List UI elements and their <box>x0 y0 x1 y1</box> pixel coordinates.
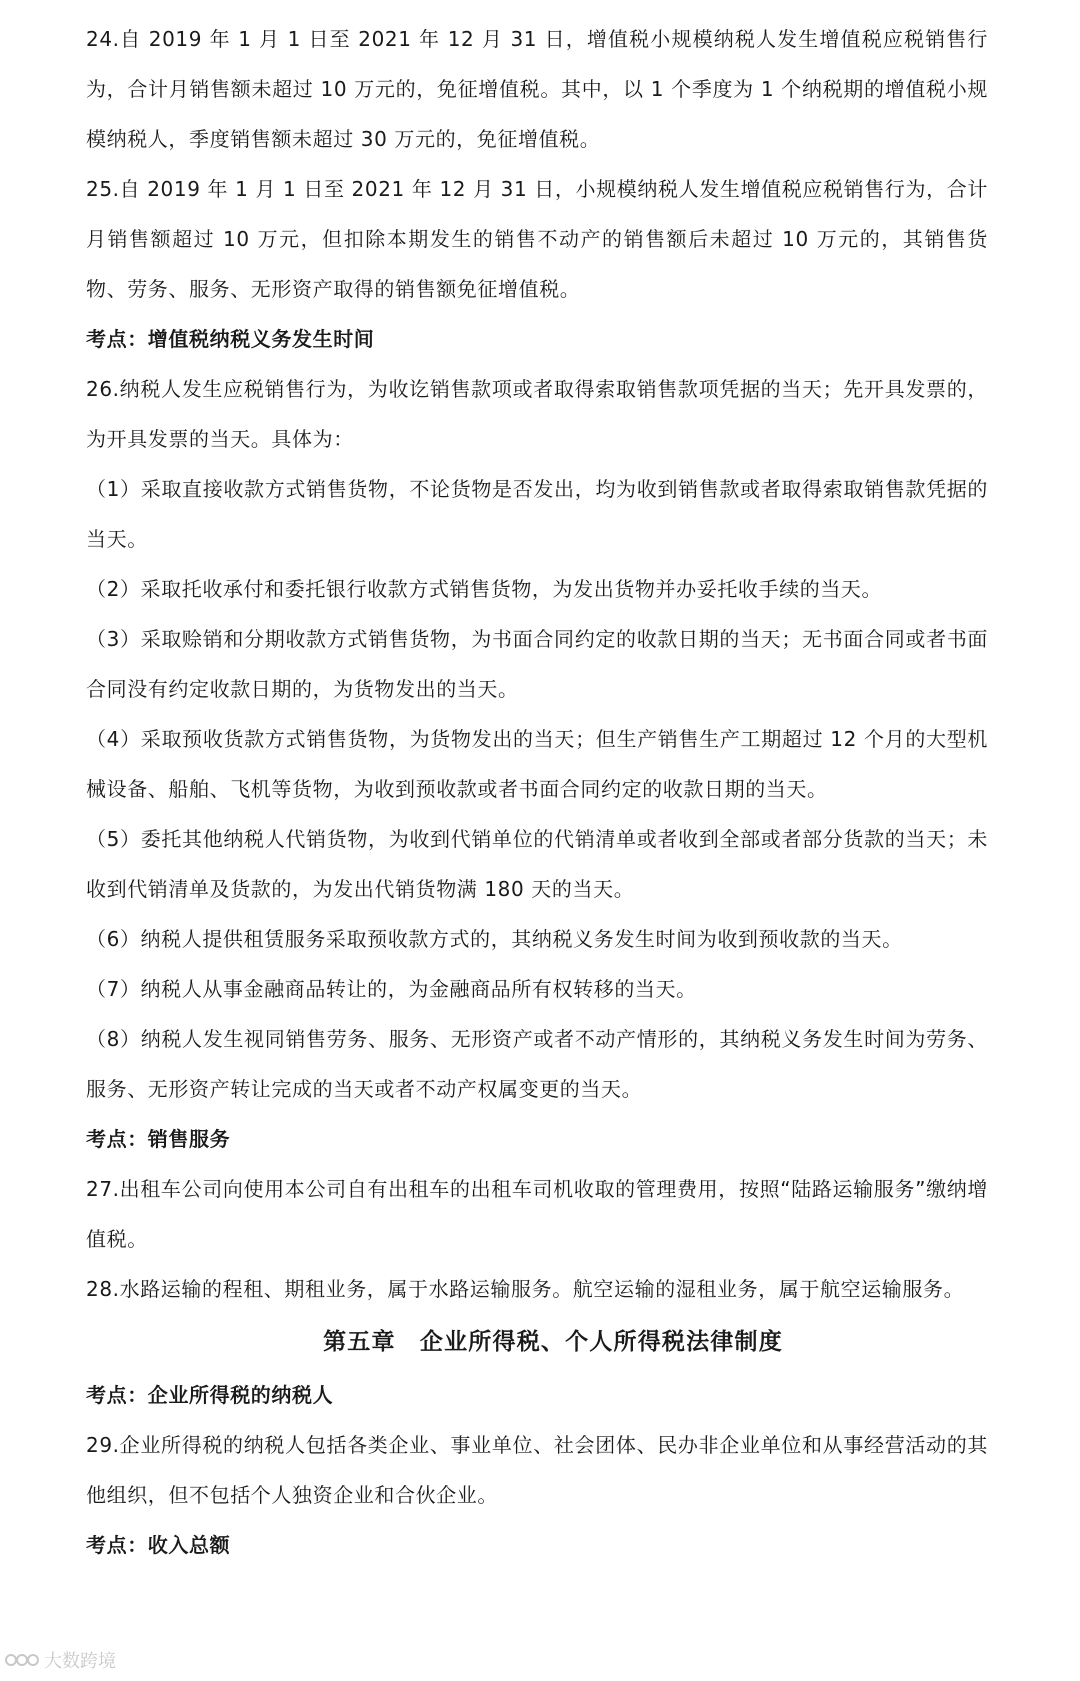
section-heading-cit-taxpayer: 考点：企业所得税的纳税人 <box>86 1383 334 1407</box>
chapter-title-5: 第五章 企业所得税、个人所得税法律制度 <box>323 1329 783 1355</box>
paragraph-25: 25.自 2019 年 1 月 1 日至 2021 年 12 月 31 日，小规模纳税人发生增值税应税销售行为，合计月销售额超过 10 万元，但扣除本期发生的销售不动产的销售额后未超过 10 万元的，其销售货物、劳务、服务、无形资产取得的销售额免征增值税。 <box>86 177 988 301</box>
paragraph-26: 26.纳税人发生应税销售行为，为收讫销售款项或者取得索取销售款项凭据的当天；先开具发票的，为开具发票的当天。具体为： <box>86 377 988 451</box>
paragraph-29: 29.企业所得税的纳税人包括各类企业、事业单位、社会团体、民办非企业单位和从事经营活动的其他组织，但不包括个人独资企业和合伙企业。 <box>86 1433 988 1507</box>
section-heading-sales-services: 考点：销售服务 <box>86 1127 231 1151</box>
paragraph-26-item-8: （8）纳税人发生视同销售劳务、服务、无形资产或者不动产情形的，其纳税义务发生时间为劳务、服务、无形资产转让完成的当天或者不动产权属变更的当天。 <box>86 1027 988 1101</box>
paragraph-24: 24.自 2019 年 1 月 1 日至 2021 年 12 月 31 日，增值税小规模纳税人发生增值税应税销售行为，合计月销售额未超过 10 万元的，免征增值税。其中，以 1 个季度为 1 个纳税期的增值税小规模纳税人，季度销售额未超过 30 万元的，免征增值税。 <box>86 27 988 151</box>
section-heading-total-income: 考点：收入总额 <box>86 1533 231 1557</box>
paragraph-26-item-3: （3）采取赊销和分期收款方式销售货物，为书面合同约定的收款日期的当天；无书面合同或者书面合同没有约定收款日期的，为货物发出的当天。 <box>86 627 988 701</box>
watermark-logo-icon <box>4 1650 40 1670</box>
section-heading-vat-obligation-time: 考点：增值税纳税义务发生时间 <box>86 327 375 351</box>
paragraph-27: 27.出租车公司向使用本公司自有出租车的出租车司机收取的管理费用，按照“陆路运输服务”缴纳增值税。 <box>86 1177 988 1251</box>
paragraph-28: 28.水路运输的程租、期租业务，属于水路运输服务。航空运输的湿租业务，属于航空运输服务。 <box>86 1277 965 1301</box>
paragraph-26-item-5: （5）委托其他纳税人代销货物，为收到代销单位的代销清单或者收到全部或者部分货款的当天；未收到代销清单及货款的，为发出代销货物满 180 天的当天。 <box>86 827 988 901</box>
paragraph-26-item-2: （2）采取托收承付和委托银行收款方式销售货物，为发出货物并办妥托收手续的当天。 <box>86 577 883 601</box>
paragraph-26-item-6: （6）纳税人提供租赁服务采取预收款方式的，其纳税义务发生时间为收到预收款的当天。 <box>86 927 903 951</box>
paragraph-26-item-1: （1）采取直接收款方式销售货物，不论货物是否发出，均为收到销售款或者取得索取销售款凭据的当天。 <box>86 477 988 551</box>
paragraph-26-item-4: （4）采取预收货款方式销售货物，为货物发出的当天；但生产销售生产工期超过 12 个月的大型机械设备、船舶、飞机等货物，为收到预收款或者书面合同约定的收款日期的当天。 <box>86 727 988 801</box>
watermark-text: 大数跨境 <box>44 1651 116 1672</box>
watermark <box>4 1647 116 1673</box>
paragraph-26-item-7: （7）纳税人从事金融商品转让的，为金融商品所有权转移的当天。 <box>86 977 697 1001</box>
